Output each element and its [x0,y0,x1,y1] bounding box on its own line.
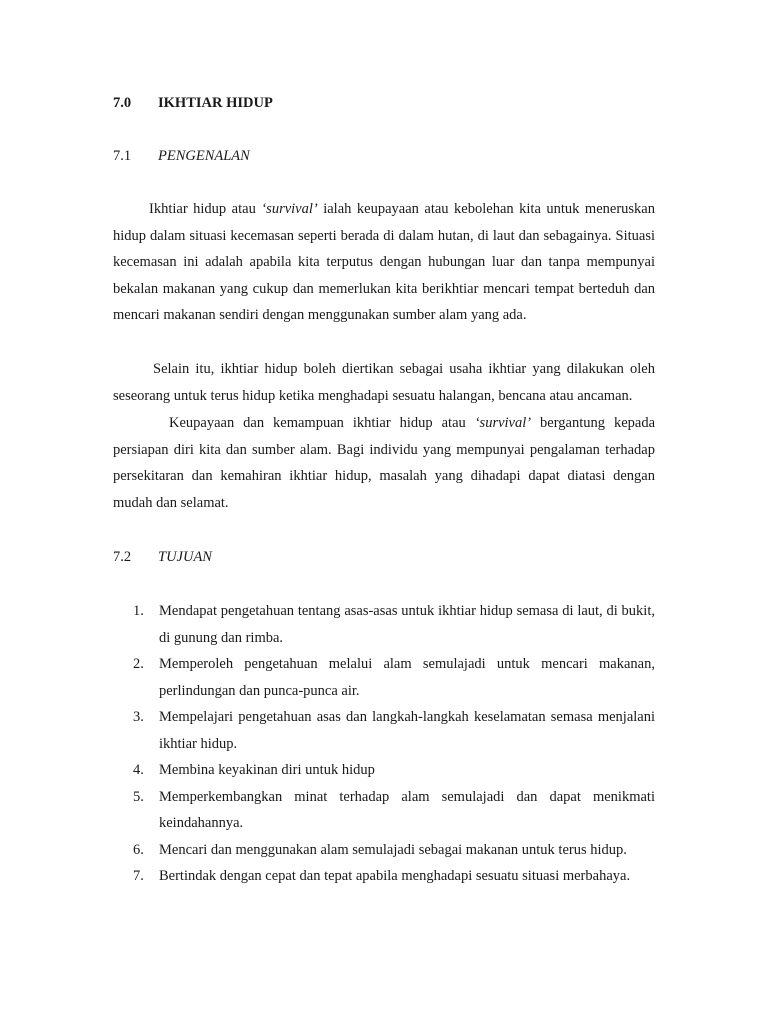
section-number: 7.0 [113,95,132,111]
list-number: 4. [133,762,144,778]
subsection-number: 7.2 [113,549,132,565]
subsection-number: 7.1 [113,148,132,164]
intro-paragraph-3: Keupayaan dan kemampuan ikhtiar hidup atau ‘survival’ bergantung kepada persiapan diri kita dan sumber alam. Bagi individu yang mempunyai pengalaman terhadap persekitaran dan kemahiran ikhtiar hidup, masalah yang dihadapi dapat diatasi dengan mudah dan selamat. [113,415,656,511]
list-number: 1. [133,603,144,619]
list-text: Mempelajari pengetahuan asas dan langkah-langkah keselamatan semasa menjalani ikhtiar hidup. [159,709,655,752]
list-number: 2. [133,656,144,672]
intro-paragraph-2: Selain itu, ikhtiar hidup boleh diertikan sebagai usaha ikhtiar yang dilakukan oleh seseorang untuk terus hidup ketika menghadapi sesuatu halangan, bencana atau ancaman. [113,361,655,404]
list-item [113,651,655,704]
list-number: 7. [133,868,144,884]
list-text: Memperkembangkan minat terhadap alam semulajadi dan dapat menikmati keindahannya. [159,788,655,831]
list-number: 3. [133,709,144,725]
list-item [113,757,655,784]
list-item [113,704,655,757]
survival-term: ‘survival’ [474,415,532,431]
list-number: 6. [133,841,144,858]
subsection-title: TUJUAN [158,549,212,565]
list-item [113,863,655,890]
list-text: Bertindak dengan cepat dan tepat apabila menghadapi sesuatu situasi merbahaya. [159,868,631,884]
survival-term: ‘survival’ [261,201,318,217]
intro-paragraph-1: Ikhtiar hidup atau ‘survival’ ialah keupayaan atau kebolehan kita untuk meneruskan hidup dalam situasi kecemasan seperti berada di dalam hutan, di laut dan sebagainya. Situasi kecemasan ini adalah apabila kita terputus dengan hubungan luar dan tanpa mempunyai bekalan makanan yang cukup dan memerlukan kita berikhtiar mencari tempat berteduh dan mencari makanan sendiri dengan menggunakan sumber alam yang ada. [113,201,655,323]
list-text: Mencari dan menggunakan alam semulajadi sebagai makanan untuk terus hidup. [159,841,627,858]
list-text: Mendapat pengetahuan tentang asas-asas untuk ikhtiar hidup semasa di laut, di bukit, di gunung dan rimba. [159,603,655,646]
list-item [113,837,655,864]
list-text: Membina keyakinan diri untuk hidup [159,762,375,778]
list-item [113,598,655,651]
goals-list [113,598,655,890]
list-item [113,784,655,837]
list-text: Memperoleh pengetahuan melalui alam semulajadi untuk mencari makanan, perlindungan dan punca-punca air. [159,656,655,699]
section-title: IKHTIAR HIDUP [158,95,273,111]
subsection-title: PENGENALAN [158,148,250,164]
list-number: 5. [133,788,144,805]
